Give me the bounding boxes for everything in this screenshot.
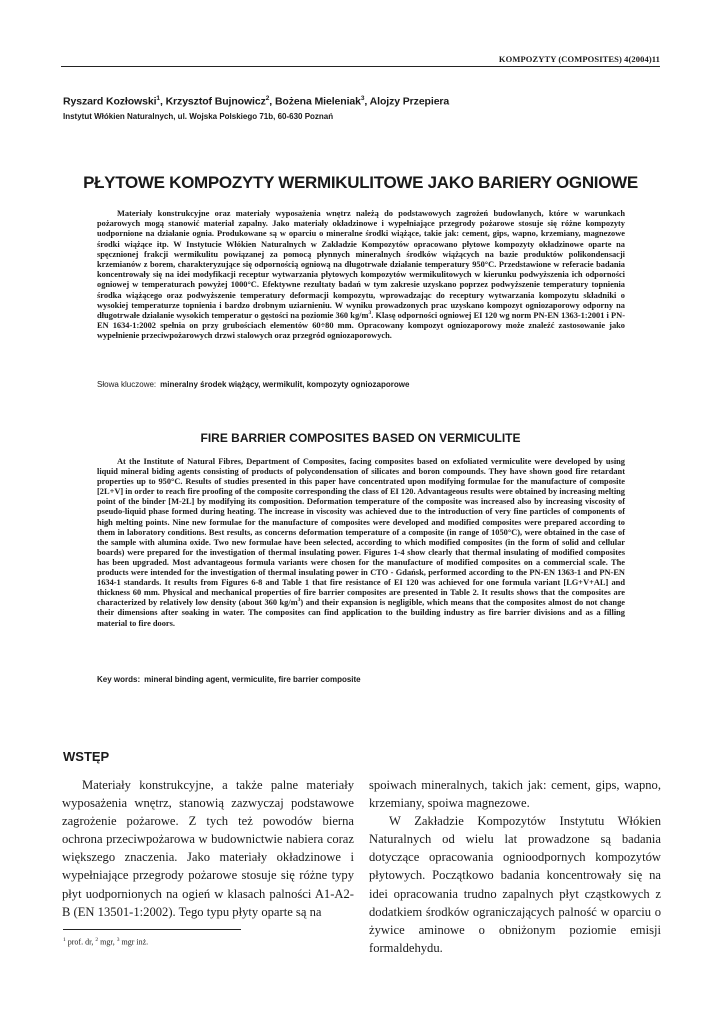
keywords-english xyxy=(97,675,361,684)
abstract-text: Materiały konstrukcyjne oraz materiały wyposażenia wnętrz należą do podstawowych zagrożeń budowlanych, które w warunkach pożarowych mogą stanowić materiał zapalny. Jako materiały okładzinowe i wypełniające przegrody pożarowe stosuje się różne kompozyty uodpornione na działanie ognia. Produkowane są w oparciu o mineralne środki wiążące, takie jak: cement, gips, wapno, krzemiany, magnezowe środki wiążące itp. W Instytucie Włókien Naturalnych w Zakładzie Kompozytów opracowano płytowe kompozyty okładzinowe oparte na spęcznionej frakcji wermikulitu powiązanej za pomocą płynnych mineralnych środków wiążących na bazie produktów polikondensacji krzemianów z borem, charakteryzujące się odpornością ogniową na długotrwałe działanie temperatury 950°C. Przedstawione w referacie badania koncentrowały się na idei modyfikacji receptur wytwarzania płytowych kompozytów wermikulitowych w kierunku podwyższenia ich odporności ogniowej w temperaturach powyżej 1000°C. Efektywne rezultaty badań w tym zakresie uzyskano poprzez podwyższenie temperatury topnienia środka wiążącego oraz podwyższenie temperatury deformacji kompozytu, wprowadzając do receptury wytwarzania kompozytu składniki o wysokiej temperaturze topnienia i bardzo drobnym uziarnieniu. W wyniku prowadzonych prac uzyskano kompozyt ogniozaporowy odporny na długotrwałe działanie wysokich temperatur o gęstości na poziomie 360 kg/m xyxy=(97,209,625,321)
keywords-polish xyxy=(97,380,409,389)
superscript: 3 xyxy=(297,597,301,604)
body-column-right xyxy=(369,776,661,957)
footnote-mark: 3 xyxy=(116,937,120,943)
author-footnote-mark: 2 xyxy=(265,95,270,102)
body-column-left xyxy=(62,776,354,921)
body-paragraph-continued: spoiwach mineralnych, takich jak: cement, gips, wapno, krzemiany, spoiwa magnezowe. xyxy=(369,778,661,811)
footnote-text: mgr, xyxy=(98,937,117,947)
running-head: KOMPOZYTY (COMPOSITES) 4(2004)11 xyxy=(498,54,660,64)
paper-title-polish: PŁYTOWE KOMPOZYTY WERMIKULITOWE JAKO BARIERY OGNIOWE xyxy=(83,173,638,192)
abstract-text: . Klasę odporności ogniowej EI 120 wg norm PN-EN 1363-1:2001 i PN-EN 1634-1:2002 spełnia on przy grubościach elementów 60÷80 mm. Opracowany kompozyt ogniozaporowy może znaleźć zastosowanie jako wypełnienie przeciwpożarowych drzwi stalowych oraz przegród ogniozaporowych. xyxy=(97,311,625,341)
footnote-rule xyxy=(63,929,241,930)
abstract-text: ) and their expansion is negligible, which means that the composites almost do not change their dimensions after soaking in water. The composites can find application to the building industry as fire barrier divisions and as a filling material to fire doors. xyxy=(97,598,625,628)
footnote-text: prof. dr, xyxy=(65,937,96,947)
paper-title-english: FIRE BARRIER COMPOSITES BASED ON VERMICULITE xyxy=(200,431,521,445)
superscript: 3 xyxy=(368,310,372,317)
body-paragraph: W Zakładzie Kompozytów Instytutu Włókien Naturalnych od wielu lat prowadzone są badania dotyczące opracowania ognioodpornych kompozytów płytowych. Początkowo badania koncentrowały się na idei opracowania trudno zapalnych płyt cząstkowych z dodatkiem środków ograniczających palność w oparciu o żywice aminowe o obniżonym poziomie emisji formaldehydu. xyxy=(369,814,661,955)
abstract-polish xyxy=(97,209,625,342)
author-name: Krzysztof Bujnowicz xyxy=(165,95,266,108)
body-paragraph: Materiały konstrukcyjne, a także palne materiały wyposażenia wnętrz, stanowią zazwyczaj podstawowe zagrożenie pożarowe. Z tych też powodów bierna ochrona przeciwpożarowa w budownictwie nabiera coraz większego znaczenia. Jako materiały okładzinowe i wypełniające przegrody pożarowe stosuje się różne typy płyt uodpornionych na ogień w klasach palności A1-A2-B (EN 13501-1:2002). Tego typu płyty oparte są na xyxy=(62,778,354,919)
abstract-text: At the Institute of Natural Fibres, Department of Composites, facing composites based on exfoliated vermiculite were developed by using liquid mineral biding agents consisting of products of polycondensation of silicates and boron compounds. They have shown good fire retardant properties up to 950°C. Results of studies presented in this paper have concentrated upon modifying formulae for the manufacture of composite [2L+V] in order to reach fire proofing of the composite corresponding the class of EI 120. Advantageous results were obtained by increasing melting point of the binder [M-2L] by modifying its composition. Deformation temperature of the composite was increased also by increasing viscosity of pseudo-liquid phase formed during heating. The increase in viscosity was achieved due to the introduction of very fine particles of components of high melting points. Nine new formulae for the manufacture of composites were developed and modified composites were prepared according to them in laboratory conditions. Best results, as concerns deformation temperature of a composite (in range of 1050°C), were obtained in the case of the sample with alumina oxide. Two new formulae have been selected, according to which modified composites (in the form of solid and cellular boards) were prepared for the investigation of thermal insulating power. Figures 1-4 show clearly that thermal insulating of modified composites has been upgraded. Most advantageous formula variants were chosen for the manufacture of modified composites on a commercial scale. The products were intended for the investigation of thermal insulating power in CTO - Gdańsk, performed according to the PN-EN 1363-1 and PN-EN 1634-1 standards. It results from Figures 6-8 and Table 1 that fire resistance of EI 120 was achieved for one formula variant [LG+V+AL] and thickness 60 mm. Physical and mechanical properties of fire barrier composites are presented in Table 2. It results shows that the composites are characterized by relatively low density (about 360 kg/m xyxy=(97,457,625,608)
footnote xyxy=(63,937,148,947)
footnote-mark: 2 xyxy=(95,937,99,943)
keywords-label: Słowa kluczowe: xyxy=(97,380,157,389)
affiliation: Instytut Włókien Naturalnych, ul. Wojska Polskiego 71b, 60-630 Poznań xyxy=(63,112,334,121)
footnote-text: mgr inż. xyxy=(119,937,149,947)
author-list: Ryszard Kozłowski$^1$, Krzysztof Bujnowicz$^2$, Bożena Mieleniak$^3$, Alojzy Przepiera xyxy=(63,95,450,108)
header-rule xyxy=(61,66,660,67)
author-footnote-mark: 3 xyxy=(360,95,365,102)
author-name: Alojzy Przepiera xyxy=(369,95,450,108)
author-footnote-mark: 1 xyxy=(156,95,160,102)
keywords-label: Key words: xyxy=(97,675,141,684)
author-name: Ryszard Kozłowski xyxy=(63,95,157,108)
footnote-mark: 1 xyxy=(63,937,66,943)
section-heading: WSTĘP xyxy=(63,749,110,764)
keywords-value: mineral binding agent, vermiculite, fire barrier composite xyxy=(144,675,361,684)
abstract-english xyxy=(97,457,625,629)
keywords-value: mineralny środek wiążący, wermikulit, kompozyty ogniozaporowe xyxy=(160,380,410,389)
author-name: Bożena Mieleniak xyxy=(274,95,361,108)
